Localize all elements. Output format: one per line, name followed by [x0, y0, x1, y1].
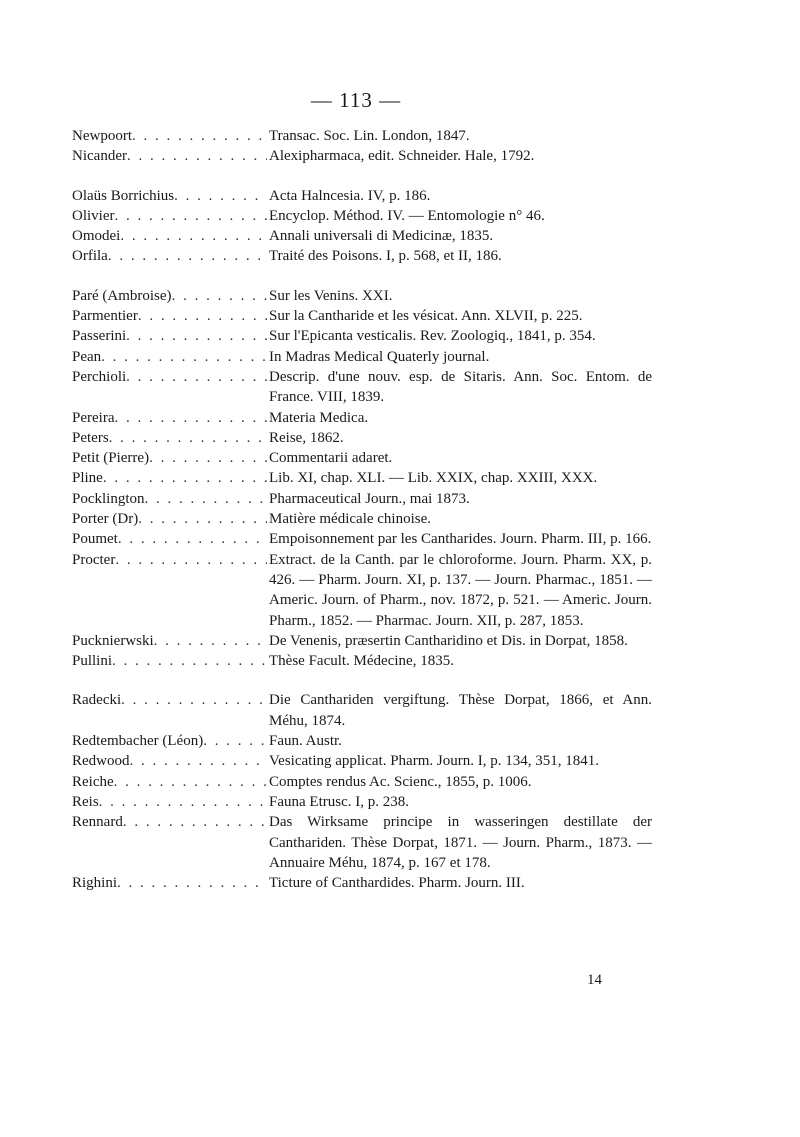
bibliography-entry: [72, 306, 652, 326]
reference-text: Acta Halncesia. IV, p. 186.: [269, 187, 431, 204]
author-name: Redtembacher (Léon): [72, 733, 204, 750]
author-name-cell: [72, 812, 267, 832]
reference-text: Die Canthariden vergiftung. Thèse Dorpat, 1866, et Ann. Méhu, 1874.: [269, 692, 652, 729]
author-name: Radecki: [72, 692, 122, 709]
author-name-cell: [72, 731, 267, 751]
reference-text: Sur l'Epicanta vesticalis. Rev. Zoologiq., 1841, p. 354.: [269, 328, 596, 345]
dot-leader: [114, 772, 267, 792]
bibliography-entry: [72, 489, 652, 509]
dot-leader: [101, 347, 267, 367]
author-name-cell: [72, 751, 267, 771]
author-name: Pline: [72, 470, 103, 487]
author-name-cell: [72, 246, 267, 266]
author-name: Olaüs Borrichius: [72, 187, 175, 204]
bibliography-entry: [72, 468, 652, 488]
reference-text: Lib. XI, chap. XLI. — Lib. XXIX, chap. XXIII, XXX.: [269, 470, 598, 487]
author-name-cell: [72, 529, 267, 549]
dot-leader: [154, 631, 267, 651]
reference-text: Comptes rendus Ac. Scienc., 1855, p. 1006.: [269, 773, 532, 790]
author-name: Procter: [72, 551, 116, 568]
author-name-cell: [72, 286, 267, 306]
author-name: Poumet: [72, 531, 118, 548]
author-name: Redwood: [72, 753, 130, 770]
author-name: Olivier: [72, 207, 115, 224]
bibliography-entry: [72, 873, 652, 893]
dot-leader: [108, 246, 267, 266]
bibliography-entry: [72, 751, 652, 771]
author-name-cell: [72, 468, 267, 488]
author-name-cell: [72, 631, 267, 651]
bibliography-entry: [72, 367, 652, 408]
author-name-cell: [72, 186, 267, 206]
author-name-cell: [72, 690, 267, 710]
reference-text: Fauna Etrusc. I, p. 238.: [269, 793, 409, 810]
bibliography-entry: [72, 428, 652, 448]
author-name-cell: [72, 146, 267, 166]
bibliography-entry: [72, 408, 652, 428]
author-name-cell: [72, 428, 267, 448]
author-name: Rennard: [72, 814, 123, 831]
author-name: Orfila: [72, 248, 108, 265]
bibliography-entry: [72, 286, 652, 306]
reference-text: Thèse Facult. Médecine, 1835.: [269, 653, 454, 670]
bibliography-entry: [72, 792, 652, 812]
author-name: Passerini: [72, 328, 127, 345]
reference-text: Empoisonnement par les Cantharides. Journ. Pharm. III, p. 166.: [269, 531, 652, 548]
author-name-cell: [72, 347, 267, 367]
entry-group: [72, 186, 652, 267]
author-name: Petit (Pierre): [72, 450, 150, 467]
author-name: Pullini: [72, 653, 113, 670]
dot-leader: [126, 367, 267, 387]
bibliography-entry: [72, 347, 652, 367]
dot-leader: [138, 306, 267, 326]
author-name: Nicander: [72, 148, 127, 165]
author-name-cell: [72, 226, 267, 246]
author-name-cell: [72, 792, 267, 812]
bibliography-entry: [72, 550, 652, 631]
bibliography-entry: [72, 509, 652, 529]
author-name-cell: [72, 206, 267, 226]
bibliography-entry: [72, 631, 652, 651]
author-name-cell: [72, 126, 267, 146]
dot-leader: [117, 873, 267, 893]
reference-text: Sur les Venins. XXI.: [269, 287, 393, 304]
dot-leader: [109, 428, 267, 448]
bibliography-list: [72, 126, 652, 912]
dot-leader: [99, 792, 267, 812]
dot-leader: [172, 286, 267, 306]
author-name-cell: [72, 873, 267, 893]
bibliography-entry: [72, 126, 652, 146]
dot-leader: [123, 812, 267, 832]
author-name: Newpoort: [72, 128, 132, 144]
author-name-cell: [72, 489, 267, 509]
reference-text: Extract. de la Canth. par le chloroforme. Journ. Pharm. XX, p. 426. — Pharm. Journ. XI, p. 137. — Journ. Pharmac., 1851. — Americ. Journ. of Pharm., nov. 1872, p. 521. — Americ. Journ. Pharm., 1852. — Pharmac. Journ. XII, p. 287, 1853.: [269, 551, 652, 629]
author-name: Porter (Dr): [72, 511, 139, 528]
author-name: Pean: [72, 348, 102, 365]
dot-leader: [112, 651, 267, 671]
author-name-cell: [72, 509, 267, 529]
reference-text: Transac. Soc. Lin. London, 1847.: [269, 128, 470, 144]
bibliography-entry: [72, 731, 652, 751]
bibliography-entry: [72, 146, 652, 166]
bibliography-entry: [72, 448, 652, 468]
author-name-cell: [72, 326, 267, 346]
dot-leader: [174, 186, 267, 206]
author-name: Omodei: [72, 228, 121, 245]
reference-text: Encyclop. Méthod. IV. — Entomologie n° 46.: [269, 207, 545, 224]
reference-text: Materia Medica.: [269, 409, 369, 426]
bibliography-entry: [72, 226, 652, 246]
reference-text: Annali universali di Medicinæ, 1835.: [269, 228, 494, 245]
reference-text: Reise, 1862.: [269, 429, 344, 446]
author-name: Righini: [72, 875, 118, 892]
author-name: Peters: [72, 429, 109, 446]
dot-leader: [114, 408, 267, 428]
reference-text: Ticture of Canthardides. Pharm. Journ. III.: [269, 875, 525, 892]
author-name-cell: [72, 408, 267, 428]
reference-text: Matière médicale chinoise.: [269, 511, 432, 528]
bibliography-entry: [72, 529, 652, 549]
entry-group: [72, 126, 652, 167]
dot-leader: [138, 509, 267, 529]
author-name: Pocklington: [72, 490, 145, 507]
reference-text: Descrip. d'une nouv. esp. de Sitaris. Ann. Soc. Entom. de France. VIII, 1839.: [269, 368, 652, 406]
dot-leader: [145, 489, 267, 509]
bibliography-entry: [72, 651, 652, 671]
entry-group: [72, 286, 652, 672]
bibliography-entry: [72, 772, 652, 792]
entry-group: [72, 690, 652, 893]
dot-leader: [121, 690, 267, 710]
bibliography-entry: [72, 206, 652, 226]
reference-text: Das Wirksame principe in wasseringen destillate der Canthariden. Thèse Dorpat, 1871. — Journ. Pharm., 1873. — Annuaire Méhu, 1874, p. 167 et 178.: [269, 814, 652, 871]
bibliography-entry: [72, 246, 652, 266]
dot-leader: [127, 146, 267, 166]
dot-leader: [132, 126, 267, 146]
dot-leader: [130, 751, 268, 771]
author-name-cell: [72, 651, 267, 671]
dot-leader: [120, 226, 267, 246]
author-name-cell: [72, 772, 267, 792]
dot-leader: [126, 326, 267, 346]
signature-mark: 14: [587, 972, 602, 988]
bibliography-entry: [72, 812, 652, 873]
reference-text: De Venenis, præsertin Cantharidino et Dis. in Dorpat, 1858.: [269, 632, 628, 649]
author-name-cell: [72, 448, 267, 468]
dot-leader: [115, 550, 267, 570]
author-name: Reiche: [72, 773, 114, 790]
dot-leader: [118, 529, 267, 549]
reference-text: Commentarii adaret.: [269, 450, 393, 467]
author-name-cell: [72, 306, 267, 326]
dot-leader: [203, 731, 267, 751]
reference-text: Alexipharmaca, edit. Schneider. Hale, 1792.: [269, 148, 535, 165]
reference-text: Traité des Poisons. I, p. 568, et II, 186.: [269, 248, 502, 265]
page-number: — 113 —: [310, 88, 402, 112]
author-name: Reis: [72, 793, 99, 810]
author-name: Paré (Ambroise): [72, 287, 172, 304]
author-name-cell: [72, 550, 267, 570]
reference-text: Faun. Austr.: [269, 733, 342, 750]
author-name: Parmentier: [72, 308, 138, 325]
bibliography-entry: [72, 690, 652, 731]
dot-leader: [149, 448, 267, 468]
reference-text: Sur la Cantharide et les vésicat. Ann. XLVII, p. 225.: [269, 308, 583, 325]
reference-text: Pharmaceutical Journ., mai 1873.: [269, 490, 470, 507]
dot-leader: [115, 206, 268, 226]
reference-text: In Madras Medical Quaterly journal.: [269, 348, 490, 365]
author-name: Pereira: [72, 409, 115, 426]
reference-text: Vesicating applicat. Pharm. Journ. I, p. 134, 351, 1841.: [269, 753, 599, 770]
bibliography-entry: [72, 326, 652, 346]
bibliography-entry: [72, 186, 652, 206]
dot-leader: [103, 468, 267, 488]
author-name: Pucknierwski: [72, 632, 154, 649]
author-name-cell: [72, 367, 267, 387]
author-name: Perchioli: [72, 368, 127, 385]
